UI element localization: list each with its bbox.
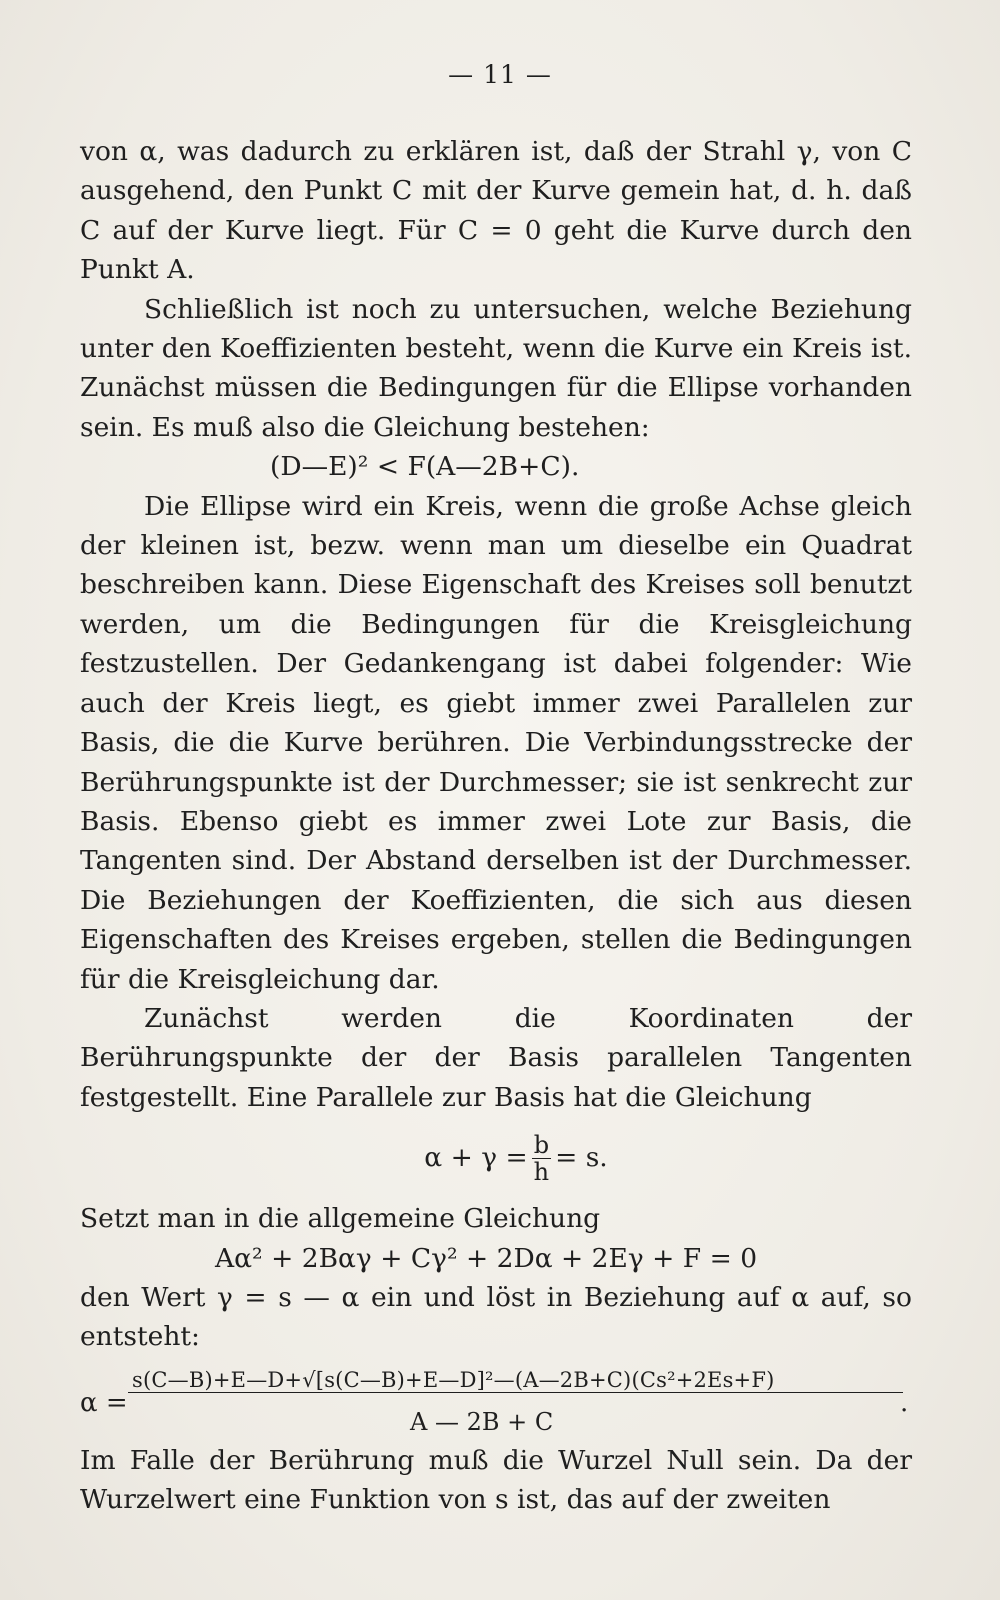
paragraph-3: Die Ellipse wird ein Kreis, wenn die große Achse gleich der kleinen ist, bezw. wenn man um dieselbe ein Quadrat beschreiben kann. Diese Eigenschaft des Kreises soll benutzt werden, um die Bedingungen für die Kreisgleichung festzustellen. Der Gedankengang ist dabei folgender: Wie auch der Kreis liegt, es giebt immer zwei Parallelen zur Basis, die die Kurve berühren. Die Verbindungsstrecke der Berührungspunkte ist der Durchmesser; sie ist senkrecht zur Basis. Ebenso giebt es immer zwei Lote zur Basis, die Tangenten sind. Der Abstand derselben ist der Durchmesser. Die Beziehungen der Koeffizienten, die sich aus diesen Eigenschaften des Kreises ergeben, stellen die Bedingungen für die Kreisgleichung dar. (80, 490, 912, 995)
fraction-bar (128, 1392, 903, 1393)
paragraph-2: Schließlich ist noch zu untersuchen, welche Beziehung unter den Koeffizienten besteht, wenn die Kurve ein Kreis ist. Zunächst müssen die Bedingungen für die Ellipse vorhanden sein. Es muß also die Gleichung bestehen: (80, 293, 912, 443)
paragraph-6: den Wert γ = s — α ein und löst in Beziehung auf α auf, so entsteht: (80, 1281, 912, 1353)
formula-parallel-lhs: α + γ = (424, 1142, 528, 1174)
alpha-lhs: α = (80, 1387, 128, 1418)
paragraph-7: Im Falle der Berührung muß die Wurzel Null sein. Da der Wurzelwert eine Funktion von s ist, das auf der zweiten (80, 1444, 912, 1516)
fraction-denominator: h (533, 1157, 550, 1186)
paragraph-4: Zunächst werden die Koordinaten der Berührungspunkte der der Basis parallelen Tangenten festgestellt. Eine Parallele zur Basis hat die Gleichung (80, 1002, 912, 1113)
formula-parallel-line (80, 1117, 912, 1199)
formula-alpha-solution (80, 1359, 912, 1441)
formula-general-equation: Aα² + 2Bαγ + Cγ² + 2Dα + 2Eγ + F = 0 (215, 1242, 758, 1274)
formula-ellipse-condition: (D—E)² < F(A—2B+C). (270, 451, 580, 483)
page-number: — 11 — (448, 60, 552, 89)
alpha-denominator: A — 2B + C (410, 1407, 554, 1436)
fraction-numerator: b (533, 1130, 550, 1159)
fraction-b-over-h (532, 1132, 551, 1185)
alpha-numerator: s(C—B)+E—D+√[s(C—B)+E—D]²—(A—2B+C)(Cs²+2Es+F) (132, 1367, 775, 1392)
page-body (80, 132, 912, 1520)
formula-parallel-rhs: = s. (555, 1142, 608, 1174)
paragraph-1: von α, was dadurch zu erklären ist, daß der Strahl γ, von C ausgehend, den Punkt C mit der Kurve gemein hat, d. h. daß C auf der Kurve liegt. Für C = 0 geht die Kurve durch den Punkt A. (80, 136, 912, 286)
alpha-period: . (900, 1387, 909, 1418)
paragraph-5: Setzt man in die allgemeine Gleichung (80, 1203, 601, 1235)
